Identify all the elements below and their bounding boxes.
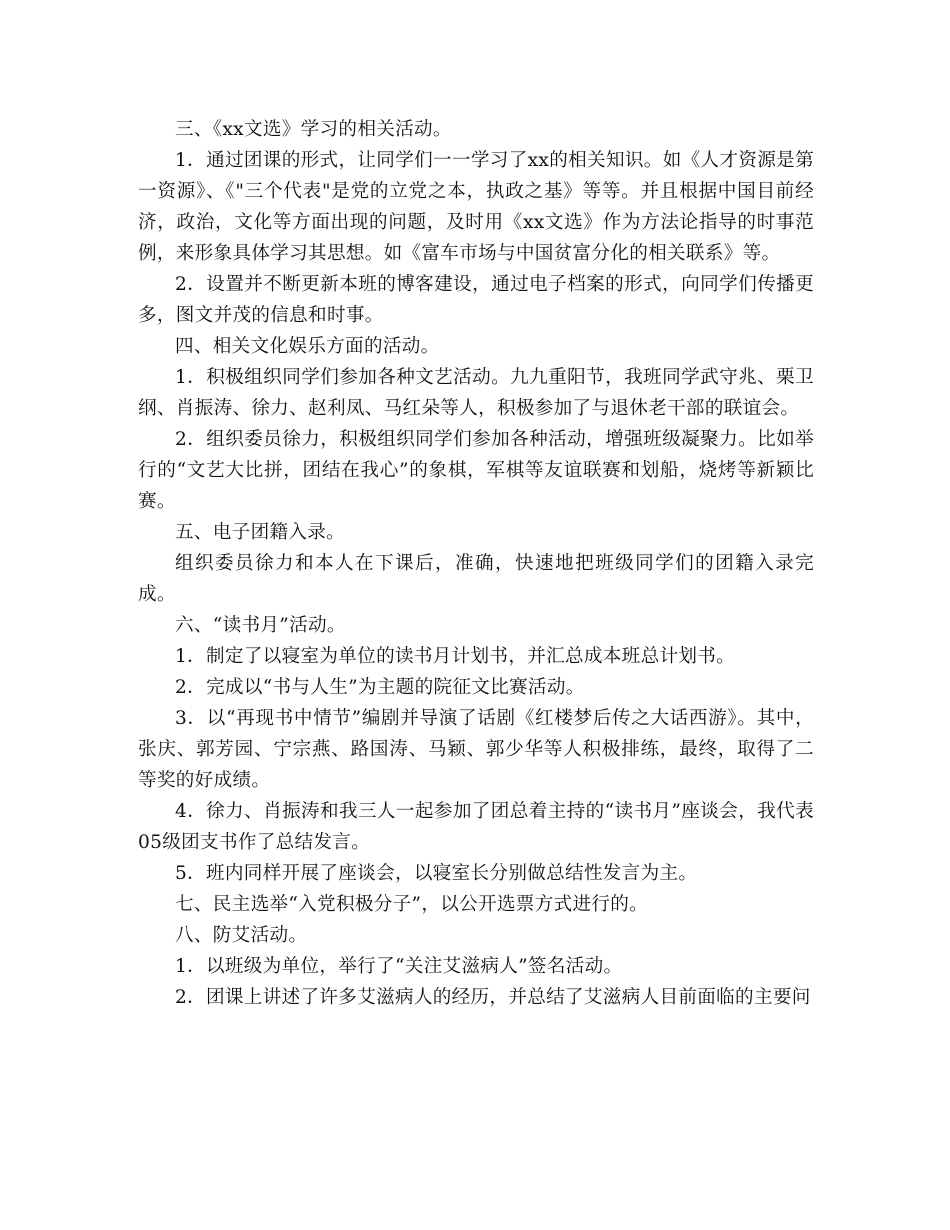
heading-section-4: 四、相关文化娱乐方面的活动。 [175,336,440,357]
document-body [138,114,814,1013]
heading-section-8: 八、防艾活动。 [175,925,308,946]
paragraph-6-1: 1．制定了以寝室为单位的读书月计划书，并汇总成本班总计划书。 [175,646,736,667]
paragraph-3-1: 1．通过团课的形式，让同学们一一学习了xx的相关知识。如《人才资源是第一资源》、《"三个代表"是党的立党之本，执政之基》等等。并且根据中国目前经济，政治，文化等方面出现的问题，及时用《xx文选》作为方法论指导的时事范例，来形象具体学习其思想。如《富车市场与中国贫富分化的相关联系》等。 [138,150,814,264]
heading-section-6: 六、“读书月”活动。 [175,615,346,636]
paragraph-8-1: 1．以班级为单位，举行了“关注艾滋病人”签名活动。 [175,956,623,977]
paragraph-8-2: 2．团课上讲述了许多艾滋病人的经历，并总结了艾滋病人目前面临的主要问 [175,987,811,1008]
paragraph-6-2: 2．完成以“书与人生”为主题的院征文比赛活动。 [175,677,585,698]
paragraph-6-4: 4．徐力、肖振涛和我三人一起参加了团总着主持的“读书月”座谈会，我代表05级团支书作了总结发言。 [138,801,814,853]
paragraph-4-1: 1．积极组织同学们参加各种文艺活动。九九重阳节，我班同学武守兆、栗卫纲、肖振涛、徐力、赵利凤、马红朵等人，积极参加了与退休老干部的联谊会。 [138,367,814,419]
paragraph-5-1: 组织委员徐力和本人在下课后，准确，快速地把班级同学们的团籍入录完成。 [138,553,814,605]
paragraph-6-5: 5．班内同样开展了座谈会，以寝室长分别做总结性发言为主。 [175,863,698,884]
paragraph-3-2: 2．设置并不断更新本班的博客建设，通过电子档案的形式，向同学们传播更多，图文并茂的信息和时事。 [138,274,814,326]
heading-section-3: 三、《xx文选》学习的相关活动。 [175,119,452,140]
paragraph-4-2: 2．组织委员徐力，积极组织同学们参加各种活动，增强班级凝聚力。比如举行的“文艺大比拼，团结在我心”的象棋，军棋等友谊联赛和划船，烧烤等新颖比赛。 [138,429,814,512]
paragraph-6-3: 3．以“再现书中情节”编剧并导演了话剧《红楼梦后传之大话西游》。其中，张庆、郭芳园、宁宗燕、路国涛、马颖、郭少华等人积极排练，最终，取得了二等奖的好成绩。 [138,708,814,791]
heading-section-7: 七、民主选举“入党积极分子”，以公开选票方式进行的。 [175,894,649,915]
heading-section-5: 五、电子团籍入录。 [175,522,346,543]
